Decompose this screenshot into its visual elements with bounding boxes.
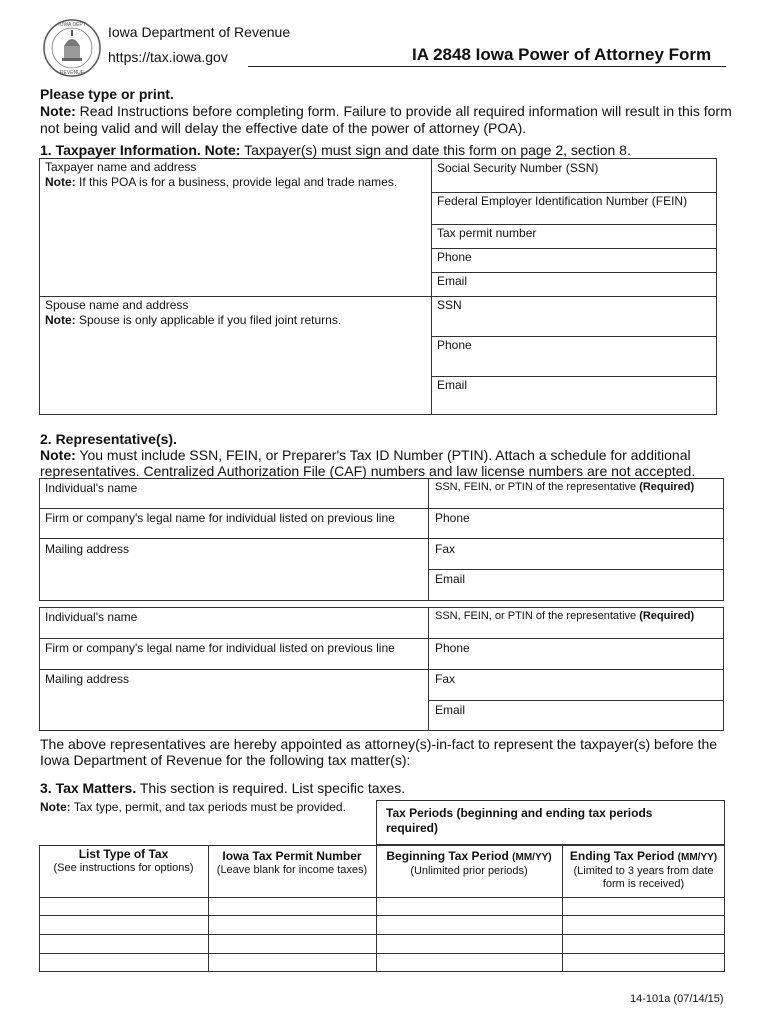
appointment-statement: The above representatives are hereby appointed as attorney(s)-in-fact to represent the taxpayer(s) before the (40, 736, 718, 752)
section1-heading: 1. Taxpayer Information. Note: Taxpayer(s) must sign and date this form on page 2, section 8. (40, 142, 631, 158)
tax-row-1-permit-input[interactable] (209, 898, 376, 914)
taxpayer-fein-field[interactable]: Federal Employer Identification Number (FEIN) (437, 194, 688, 208)
col-beginning-period-header: Beginning Tax Period (MM/YY) (Unlimited prior periods) (386, 849, 552, 877)
taxpayer-note: Note: If this POA is for a business, provide legal and trade names. (45, 175, 398, 189)
tax-row-2-end-input[interactable] (563, 916, 724, 933)
rep1-mailing-address-field[interactable]: Mailing address (45, 542, 130, 556)
rep1-individual-name-field[interactable]: Individual's name (45, 481, 138, 495)
agency-name: Iowa Department of Revenue (108, 24, 291, 40)
tax-row-4-type-input[interactable] (40, 954, 208, 971)
rep1-firm-name-field[interactable]: Firm or company's legal name for individual listed on previous line (45, 511, 395, 525)
tax-row-2-permit-input[interactable] (209, 916, 376, 933)
spouse-phone-field[interactable]: Phone (437, 338, 472, 352)
tax-periods-title: Tax Periods (beginning and ending tax periods (386, 806, 653, 820)
tax-row-3-permit-input[interactable] (209, 935, 376, 952)
tax-row-2-type-input[interactable] (40, 916, 208, 933)
form-number: 14-101a (07/14/15) (630, 993, 724, 1005)
rep1-phone-field[interactable]: Phone (435, 511, 470, 525)
col-type-of-tax-header: List Type of Tax (See instructions for options) (53, 847, 194, 874)
section2-note: Note: You must include SSN, FEIN, or Preparer's Tax ID Number (PTIN). Attach a schedule for additional (40, 447, 691, 463)
taxpayer-email-field[interactable]: Email (437, 274, 468, 288)
rep2-fax-field[interactable]: Fax (435, 672, 456, 686)
tax-row-4-begin-input[interactable] (377, 954, 562, 971)
tax-row-1-begin-input[interactable] (377, 898, 562, 914)
rep2-individual-name-field[interactable]: Individual's name (45, 610, 138, 624)
taxpayer-name-address-field[interactable]: Taxpayer name and address (45, 160, 197, 174)
tax-row-1-type-input[interactable] (40, 898, 208, 914)
representative-1-table (39, 478, 724, 601)
svg-text:REVENUE: REVENUE (59, 70, 85, 76)
section2-note-line2: representatives. Centralized Authorization File (CAF) numbers and law license numbers are not accepted. (40, 463, 696, 479)
section3-note: Note: Tax type, permit, and tax periods must be provided. (40, 800, 346, 814)
tax-row-1-end-input[interactable] (563, 898, 724, 914)
rep2-mailing-address-field[interactable]: Mailing address (45, 672, 130, 686)
spouse-name-address-field[interactable]: Spouse name and address (45, 298, 189, 312)
taxpayer-ssn-field[interactable]: Social Security Number (SSN) (437, 161, 599, 175)
rep1-id-field[interactable]: SSN, FEIN, or PTIN of the representative (Required) (435, 481, 695, 493)
tax-row-3-type-input[interactable] (40, 935, 208, 952)
tax-row-3-begin-input[interactable] (377, 935, 562, 952)
please-type-instruction: Please type or print. (40, 86, 174, 102)
spouse-note: Note: Spouse is only applicable if you filed joint returns. (45, 313, 342, 327)
intro-note-line2: not being valid and will delay the effective date of the power of attorney (POA). (40, 120, 527, 136)
col-ending-period-header: Ending Tax Period (MM/YY) (Limited to 3 years from date form is received) (569, 849, 718, 890)
tax-row-4-end-input[interactable] (563, 954, 724, 971)
rep2-phone-field[interactable]: Phone (435, 641, 470, 655)
header-rule (248, 66, 726, 67)
tax-row-4-permit-input[interactable] (209, 954, 376, 971)
tax-row-3-end-input[interactable] (563, 935, 724, 952)
spouse-email-field[interactable]: Email (437, 378, 468, 392)
tax-periods-title-line2: required) (386, 821, 439, 835)
rep2-email-field[interactable]: Email (435, 703, 466, 717)
section3-heading: 3. Tax Matters. This section is required. List specific taxes. (40, 780, 406, 796)
form-title: IA 2848 Iowa Power of Attorney Form (412, 45, 712, 64)
agency-url[interactable]: https://tax.iowa.gov (108, 49, 228, 65)
col-permit-number-header: Iowa Tax Permit Number (Leave blank for income taxes) (216, 849, 368, 876)
taxpayer-phone-field[interactable]: Phone (437, 250, 472, 264)
appointment-statement-line2: Iowa Department of Revenue for the following tax matter(s): (40, 752, 411, 768)
tax-permit-number-field[interactable]: Tax permit number (437, 226, 537, 240)
department-seal-logo (42, 18, 102, 78)
rep2-id-field[interactable]: SSN, FEIN, or PTIN of the representative (Required) (435, 610, 695, 622)
svg-text:IOWA DEPT: IOWA DEPT (58, 22, 86, 28)
rep1-email-field[interactable]: Email (435, 572, 466, 586)
intro-note: Note: Read Instructions before completing form. Failure to provide all required information will result in this form (40, 103, 732, 119)
rep1-fax-field[interactable]: Fax (435, 542, 456, 556)
rep2-firm-name-field[interactable]: Firm or company's legal name for individual listed on previous line (45, 641, 395, 655)
section2-heading: 2. Representative(s). (40, 431, 177, 447)
spouse-ssn-field[interactable]: SSN (437, 298, 462, 312)
tax-row-2-begin-input[interactable] (377, 916, 562, 933)
